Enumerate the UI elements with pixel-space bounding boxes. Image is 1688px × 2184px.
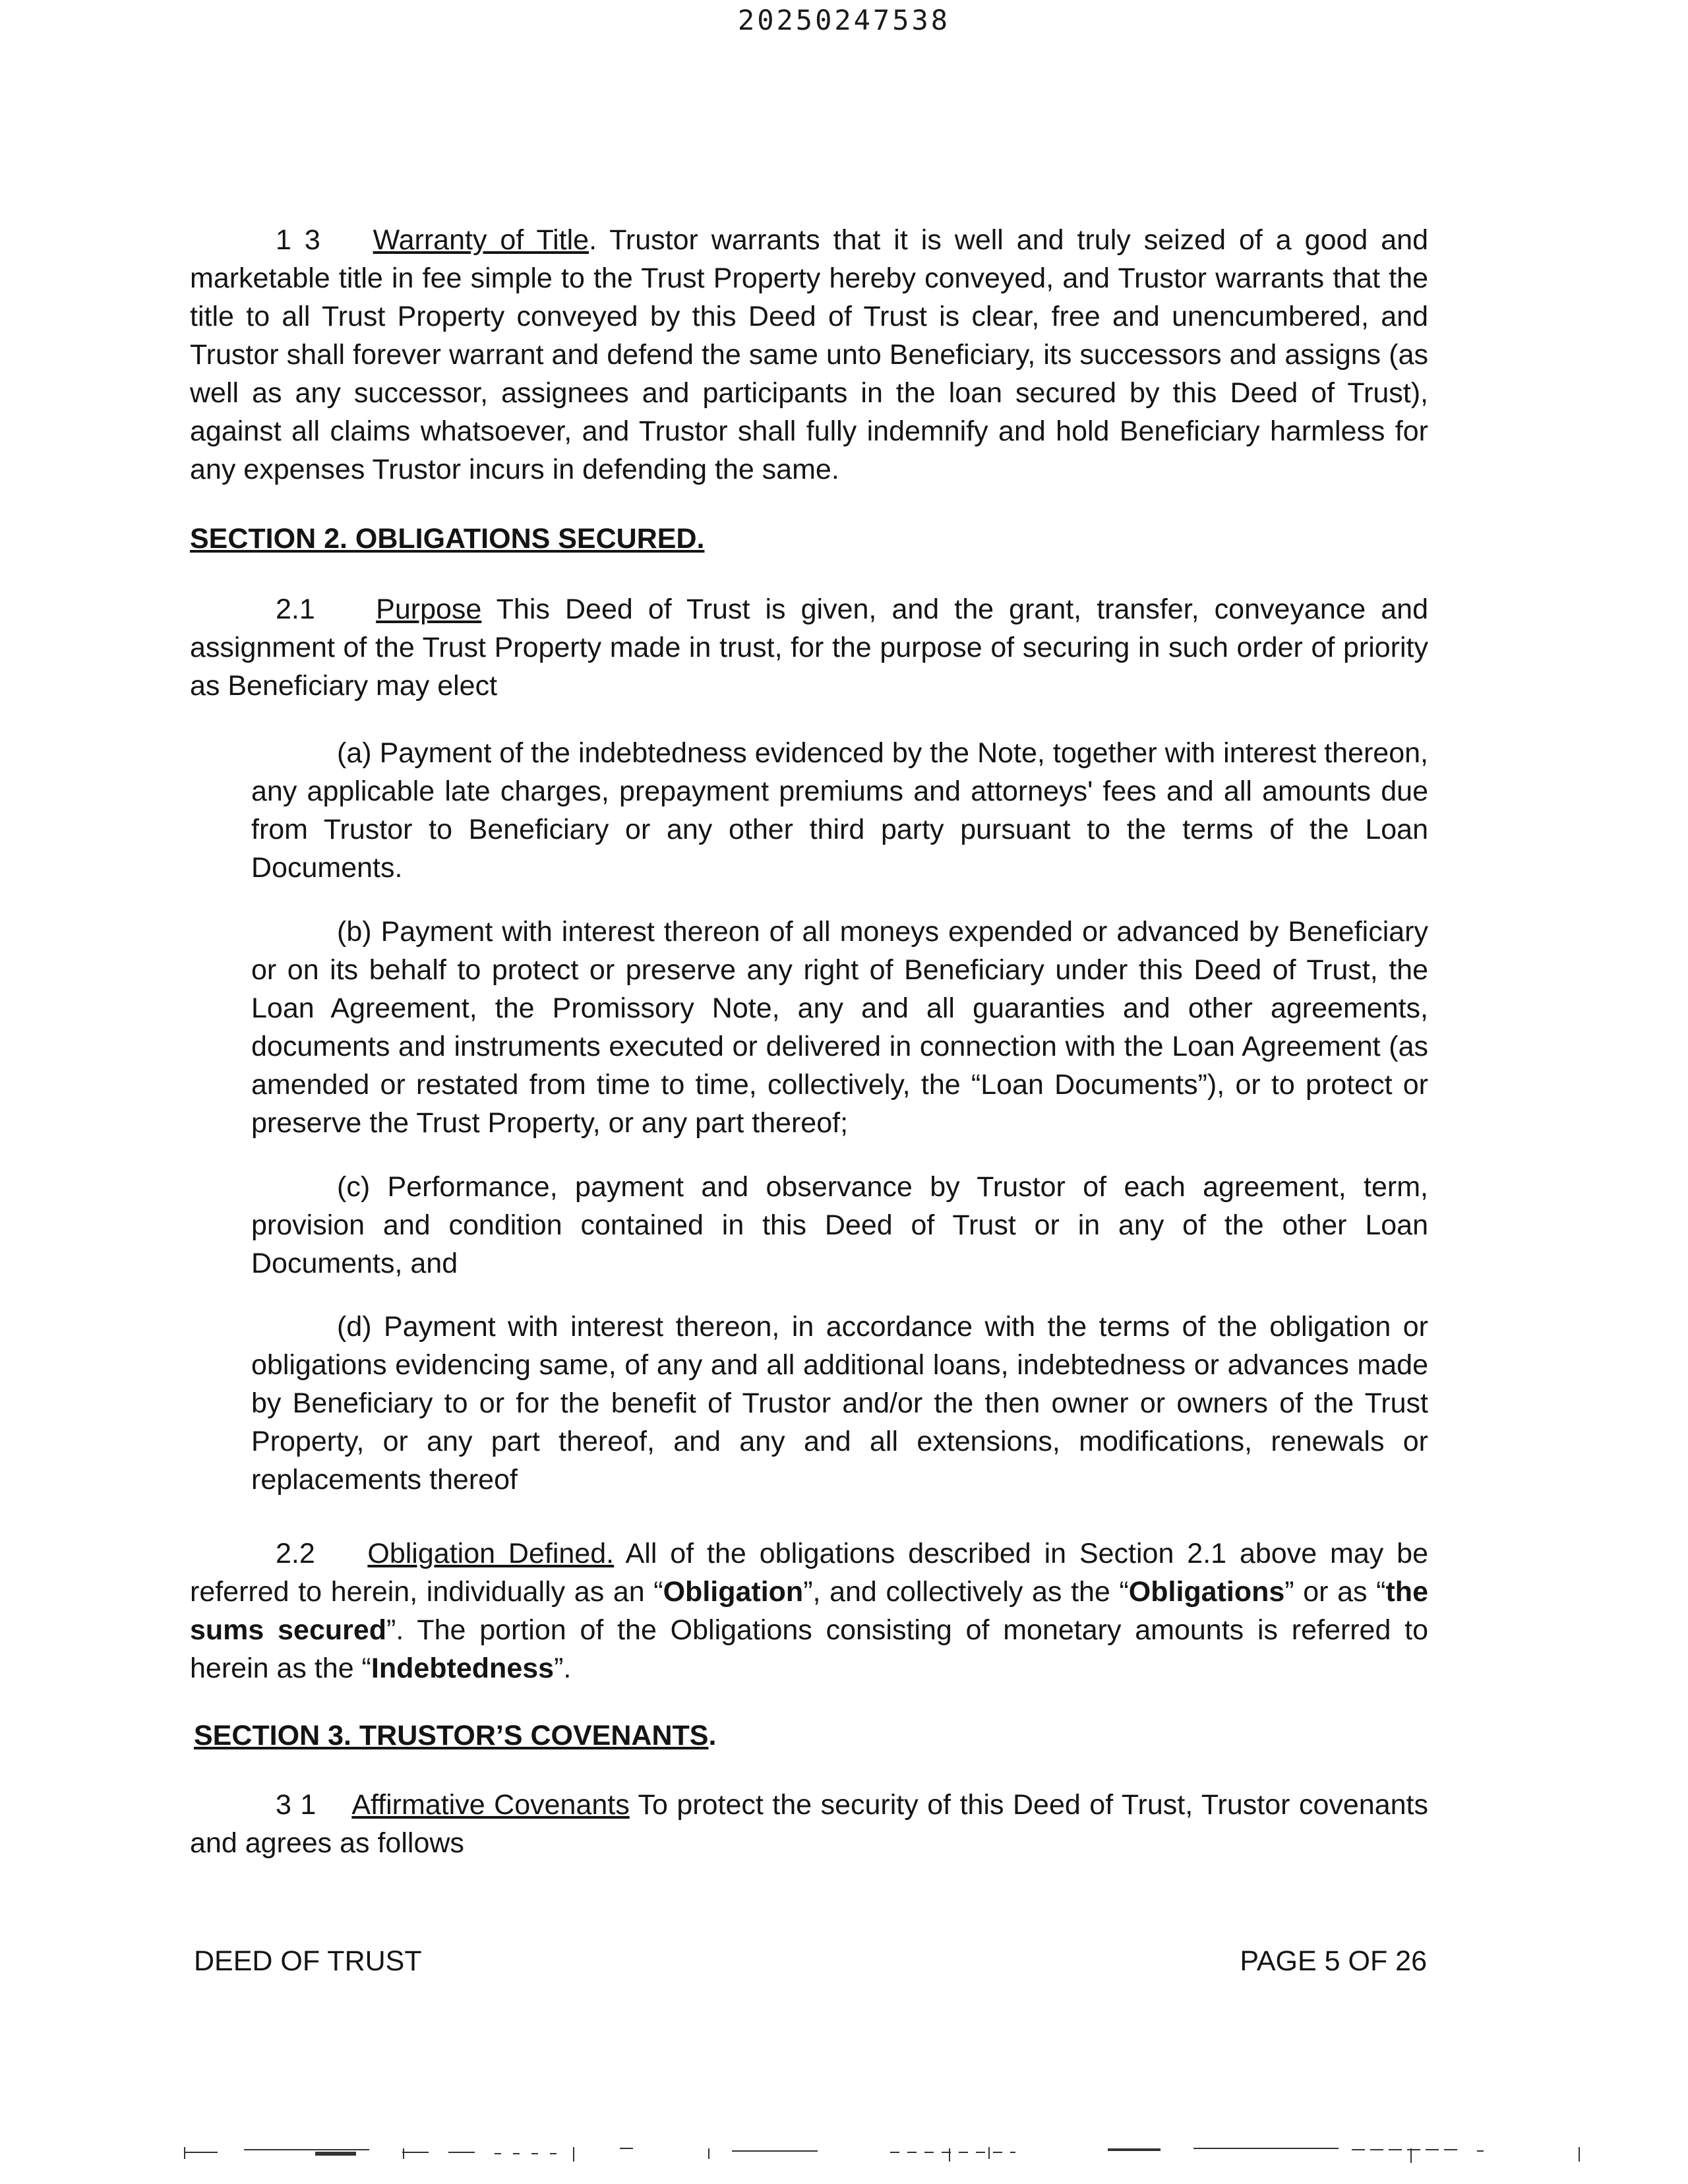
paragraph-body-part: ”.: [554, 1653, 572, 1684]
subparagraph-text: (b) Payment with interest thereon of all moneys expended or advanced by Beneficiary or on its behalf to protect or preserve any right of Beneficiary under this Deed of Trust, the Loan Agreement, the Promissory Note, any and all guaranties and other agreements, documents and instruments executed or delivered in connection with the Loan Agreement (as amended or restated from time to time, collectively, the “Loan Documents”), or to protect or preserve the Trust Property, or any part thereof;: [251, 916, 1428, 1139]
footer-page-number: PAGE 5 OF 26: [1240, 1945, 1427, 1977]
scan-artifact-marks: [0, 2139, 1688, 2172]
paragraph-1-3: [190, 221, 1428, 489]
subparagraph-d: [251, 1308, 1428, 1499]
paragraph-title: Affirmative Covenants: [351, 1789, 630, 1821]
paragraph-number: 3 1: [276, 1789, 316, 1821]
defined-term: Obligation: [663, 1576, 804, 1608]
paragraph-number: 2.2: [276, 1538, 315, 1569]
footer-document-title: DEED OF TRUST: [194, 1945, 422, 1977]
defined-term: Obligations: [1128, 1576, 1285, 1608]
subparagraph-text: (a) Payment of the indebtedness evidenced by the Note, together with interest thereon, any applicable late charges, prepayment premiums and attorneys' fees and all amounts due from Trustor to Beneficiary or any other third party pursuant to the terms of the Loan Documents.: [251, 737, 1428, 884]
paragraph-3-1: [190, 1786, 1428, 1862]
paragraph-body: To protect the security of this Deed of Trust, Trustor covenants and agrees as follows: [190, 1789, 1428, 1859]
paragraph-title: Purpose: [376, 593, 482, 625]
paragraph-body-part: ” or as “: [1284, 1576, 1386, 1608]
section-2-heading: SECTION 2. OBLIGATIONS SECURED.: [190, 523, 705, 555]
defined-term: the sums secured: [190, 1576, 1428, 1646]
paragraph-body-part: All of the obligations described in Section 2.1 above may be referred to herein, individually as an “: [190, 1538, 1428, 1608]
paragraph-number: 2.1: [276, 593, 315, 625]
paragraph-body-part: ”. The portion of the Obligations consisting of monetary amounts is referred to herein as the “: [190, 1614, 1429, 1684]
section-3-heading-period: .: [708, 1720, 717, 1751]
section-3-heading: [194, 1716, 716, 1755]
paragraph-body: . Trustor warrants that it is well and truly seized of a good and marketable title in fee simple to the Trust Property hereby conveyed, and Trustor warrants that the title to all Trust Property conveyed by this Deed of Trust is clear, free and unencumbered, and Trustor shall forever warrant and defend the same unto Beneficiary, its successors and assigns (as well as any successor, assignees and participants in the loan secured by this Deed of Trust), against all claims whatsoever, and Trustor shall fully indemnify and hold Beneficiary harmless for any expenses Trustor incurs in defending the same.: [190, 224, 1429, 485]
paragraph-number: 1 3: [276, 224, 320, 256]
subparagraph-b: [251, 913, 1428, 1142]
subparagraph-text: (d) Payment with interest thereon, in accordance with the terms of the obligation or obligations evidencing same, of any and all additional loans, indebtedness or advances made by Beneficiary to or for the benefit of Trustor and/or the then owner or owners of the Trust Property, or any part thereof, and any and all extensions, modifications, renewals or replacements thereof: [251, 1311, 1428, 1496]
subparagraph-a: [251, 734, 1428, 887]
subparagraph-text: (c) Performance, payment and observance by Trustor of each agreement, term, provision and condition contained in this Deed of Trust or in any of the other Loan Documents, and: [251, 1171, 1428, 1279]
paragraph-body: This Deed of Trust is given, and the grant, transfer, conveyance and assignment of the Trust Property made in trust, for the purpose of securing in such order of priority as Beneficiary may elect: [190, 593, 1428, 702]
subparagraph-c: [251, 1168, 1428, 1283]
section-3-heading-text: SECTION 3. TRUSTOR’S COVENANTS: [194, 1720, 709, 1751]
paragraph-title: Warranty of Title: [373, 224, 589, 256]
recording-number: 20250247538: [737, 4, 951, 36]
paragraph-2-1: [190, 590, 1428, 705]
defined-term: Indebtedness: [371, 1653, 555, 1684]
paragraph-body-part: ”, and collectively as the “: [803, 1576, 1129, 1608]
paragraph-title: Obligation Defined.: [367, 1538, 615, 1569]
paragraph-2-2: [190, 1534, 1428, 1687]
